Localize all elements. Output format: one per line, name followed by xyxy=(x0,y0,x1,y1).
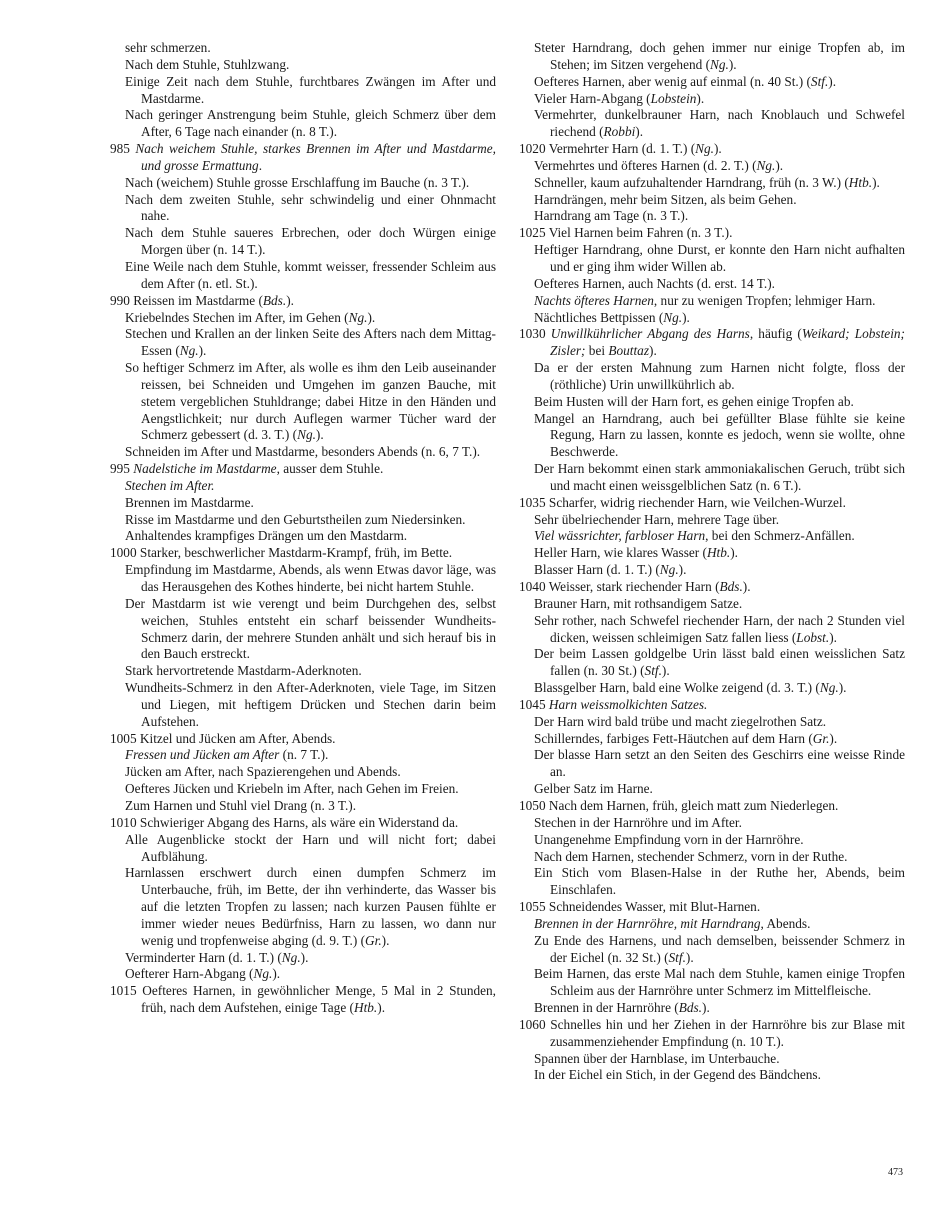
entry-number: 1040 xyxy=(519,579,549,594)
italic-text: Robbi xyxy=(603,124,636,140)
entry-text: Nach dem Stuhle saueres Erbrechen, oder doch Würgen einige Morgen über (n. 14 T.). xyxy=(125,225,496,258)
entry-text: ). xyxy=(702,1000,710,1016)
entry-text: Starker, beschwerlicher Mastdarm-Krampf, früh, im Bette. xyxy=(139,545,453,561)
symptom-entry xyxy=(519,1017,905,1051)
italic-text: Gr. xyxy=(812,730,830,746)
entry-text: Blasser Harn (d. 1. T.) ( xyxy=(534,562,660,578)
italic-text: Harn weissmolkichten Satzes. xyxy=(548,696,708,712)
symptom-entry xyxy=(519,798,905,815)
entry-text: (n. 7 T.). xyxy=(279,747,329,763)
entry-text: ). xyxy=(198,343,207,359)
symptom-entry xyxy=(519,74,905,91)
entry-text: ). xyxy=(381,932,390,948)
symptom-entry xyxy=(519,646,905,680)
italic-text: Ng. xyxy=(297,427,316,443)
entry-text: ). xyxy=(696,90,705,106)
symptom-entry xyxy=(519,832,905,849)
entry-text: So heftiger Schmerz im After, als wolle es ihm den Leib auseinander reissen, bei Schneiden und Umgehen im ganzen Bauche, mit stetem vergeblichen Stuhldrange; dabei Hitze in den Händen und Aengstlichkeit; nur durch Auflegen warmer Tücher ward der Schmerz gebessert (d. 3. T.) ( xyxy=(125,360,496,443)
entry-text: Spannen über der Harnblase, im Unterbauche. xyxy=(534,1050,780,1066)
entry-text: Blassgelber Harn, bald eine Wolke zeigend (d. 3. T.) ( xyxy=(534,680,820,696)
symptom-entry xyxy=(110,444,496,461)
symptom-entry xyxy=(519,680,905,697)
symptom-entry xyxy=(519,158,905,175)
entry-text: Brennen in der Harnröhre ( xyxy=(534,1000,679,1016)
italic-text: Nach weichem Stuhle, starkes Brennen im After und Mastdarme, und grosse Ermattung xyxy=(135,141,496,173)
italic-text: Ng. xyxy=(659,562,679,578)
symptom-entry xyxy=(110,293,496,310)
symptom-entry xyxy=(110,528,496,545)
entry-text: Nach dem zweiten Stuhle, sehr schwindelig und einer Ohnmacht nahe. xyxy=(125,191,496,224)
entry-text: Sehr rother, nach Schwefel riechender Harn, der nach 2 Stunden viel dicken, weissen schleimigen Satz fallen liess ( xyxy=(534,612,905,645)
entry-text: ). xyxy=(828,73,837,89)
entry-text: Schneidendes Wasser, mit Blut-Harnen. xyxy=(548,899,761,915)
entry-text: Oefterer Harn-Abgang ( xyxy=(125,966,254,982)
italic-text: Bds. xyxy=(678,1000,703,1016)
italic-text: Ng. xyxy=(710,56,729,72)
symptom-entry xyxy=(110,310,496,327)
entry-text: Vermehrter, dunkelbrauner Harn, nach Knoblauch und Schwefel riechend ( xyxy=(534,107,905,140)
symptom-entry xyxy=(110,596,496,663)
entry-text: Stark hervortretende Mastdarm-Aderknoten. xyxy=(125,663,362,679)
entry-text: Nächtliches Bettpissen ( xyxy=(534,309,664,325)
entry-text: ). xyxy=(714,141,722,157)
symptom-entry xyxy=(519,91,905,108)
entry-number: 985 xyxy=(110,141,136,157)
entry-text: sehr schmerzen. xyxy=(125,40,211,55)
symptom-entry xyxy=(110,57,496,74)
entry-text: ). xyxy=(728,56,737,72)
entry-text: Schnelles hin und her Ziehen in der Harnröhre bis zur Blase mit zusammenziehender Empfindung (n. 10 T.). xyxy=(550,1016,905,1049)
entry-text: , häufig ( xyxy=(749,326,802,342)
symptom-entry xyxy=(519,141,905,158)
entry-number: 1025 xyxy=(519,225,549,241)
symptom-entry xyxy=(110,360,496,444)
symptom-entry xyxy=(519,916,905,933)
symptom-entry xyxy=(110,40,496,57)
italic-text: Htb. xyxy=(848,174,873,190)
entry-text: Zum Harnen und Stuhl viel Drang (n. 3 T.). xyxy=(125,797,357,813)
symptom-entry xyxy=(519,1051,905,1068)
entry-text: ). xyxy=(649,343,657,359)
entry-text: Schneiden im After und Mastdarme, besonders Abends (n. 6, 7 T.). xyxy=(125,444,481,460)
entry-text: ). xyxy=(286,292,294,308)
symptom-entry xyxy=(519,966,905,1000)
entry-text: Zu Ende des Harnens, und nach demselben, beissender Schmerz in der Eichel (n. 32 St.) ( xyxy=(534,932,905,965)
italic-text: Ng. xyxy=(348,309,368,325)
entry-text: Beim Harnen, das erste Mal nach dem Stuhle, kamen einige Tropfen Schleim aus der Harnröhre unter Schmerz im Mittelfleische. xyxy=(534,966,905,999)
symptom-entry xyxy=(519,613,905,647)
entry-text: Nach dem Harnen, früh, gleich matt zum Niederlegen. xyxy=(548,797,839,813)
symptom-entry xyxy=(519,40,905,74)
symptom-entry xyxy=(110,950,496,967)
symptom-entry xyxy=(519,512,905,529)
symptom-entry xyxy=(110,107,496,141)
italic-text: Ng. xyxy=(663,309,683,325)
entry-text: Vermehrter Harn (d. 1. T.) ( xyxy=(548,141,696,157)
entry-number: 1000 xyxy=(110,545,140,561)
symptom-entry xyxy=(519,326,905,360)
entry-text: Oefteres Harnen, in gewöhnlicher Menge, 5 Mal in 2 Stunden, früh, nach dem Aufstehen, einige Tage ( xyxy=(141,983,496,1016)
entry-number: 1035 xyxy=(519,494,549,510)
symptom-entry xyxy=(519,208,905,225)
left-column xyxy=(110,40,496,1017)
symptom-entry xyxy=(110,478,496,495)
entry-text: Unangenehme Empfindung vorn in der Harnröhre. xyxy=(534,831,804,847)
symptom-entry xyxy=(110,663,496,680)
entry-text: Jücken am After, nach Spazierengehen und Abends. xyxy=(125,764,401,780)
entry-number: 1015 xyxy=(110,983,143,999)
symptom-entry xyxy=(519,242,905,276)
symptom-entry xyxy=(519,461,905,495)
entry-text: Steter Harndrang, doch gehen immer nur einige Tropfen ab, im Stehen; im Sitzen vergehend ( xyxy=(534,40,905,72)
entry-text: Weisser, stark riechender Harn ( xyxy=(548,579,720,594)
entry-text: Einige Zeit nach dem Stuhle, furchtbares Zwängen im After und Mastdarme. xyxy=(125,73,496,106)
entry-number: 1050 xyxy=(519,797,549,813)
symptom-entry xyxy=(110,326,496,360)
symptom-entry xyxy=(519,528,905,545)
entry-text: Risse im Mastdarme und den Geburtstheilen zum Niedersinken. xyxy=(125,511,466,527)
entry-text: Eine Weile nach dem Stuhle, kommt weisser, fressender Schleim aus dem After (n. etl. St.). xyxy=(125,258,496,291)
symptom-entry xyxy=(110,764,496,781)
entry-text: ). xyxy=(300,949,309,965)
entry-text: ). xyxy=(682,309,690,325)
entry-text: bei xyxy=(585,343,609,359)
symptom-entry xyxy=(110,815,496,832)
symptom-entry xyxy=(110,175,496,192)
symptom-entry xyxy=(519,1067,905,1084)
symptom-entry xyxy=(110,781,496,798)
symptom-entry xyxy=(110,512,496,529)
symptom-entry xyxy=(519,849,905,866)
italic-text: Ng. xyxy=(179,343,199,359)
symptom-entry xyxy=(519,815,905,832)
symptom-entry xyxy=(519,781,905,798)
italic-text: Lobstein xyxy=(650,90,697,106)
symptom-entry xyxy=(110,74,496,108)
entry-text: ). xyxy=(829,629,837,645)
entry-number: 1060 xyxy=(519,1016,551,1032)
symptom-entry xyxy=(110,798,496,815)
italic-text: Ng. xyxy=(819,680,839,696)
entry-text: Schneller, kaum aufzuhaltender Harndrang, früh (n. 3 W.) ( xyxy=(534,174,849,190)
symptom-entry xyxy=(110,747,496,764)
italic-text: Fressen und Jücken am After xyxy=(125,747,280,763)
entry-text: Der Mastdarm ist wie verengt und beim Durchgehen des, selbst weichen, Stuhles entsteht ein scharf beissender Wundheits-Schmerz darin, der mehrere Stunden anhält und sich herauf bis in den Bauch erstreckt. xyxy=(125,595,496,662)
entry-text: Gelber Satz im Harne. xyxy=(534,781,653,797)
italic-text: Ng. xyxy=(253,966,273,982)
symptom-entry xyxy=(110,461,496,478)
entry-text: Harndrängen, mehr beim Sitzen, als beim Gehen. xyxy=(534,191,797,207)
symptom-entry xyxy=(110,865,496,949)
entry-text: Viel Harnen beim Fahren (n. 3 T.). xyxy=(548,225,733,241)
entry-text: Ein Stich vom Blasen-Halse in der Ruthe her, Abends, beim Einschlafen. xyxy=(534,865,905,898)
symptom-entry xyxy=(110,192,496,226)
entry-text: In der Eichel ein Stich, in der Gegend des Bändchens. xyxy=(534,1067,821,1083)
symptom-entry xyxy=(110,259,496,293)
entry-text: Der Harn bekommt einen stark ammoniakalischen Geruch, trübt sich und macht einen weissgelblichen Satz (n. 6 T.). xyxy=(534,461,905,493)
italic-text: Gr. xyxy=(365,932,382,948)
entry-text: Schwieriger Abgang des Harns, als wäre ein Widerstand da. xyxy=(139,814,459,830)
entry-text: Kitzel und Jücken am After, Abends. xyxy=(139,730,336,746)
symptom-entry xyxy=(519,933,905,967)
entry-text: Der beim Lassen goldgelbe Urin lässt bald einen weisslichen Satz fallen (n. 30 St.) ( xyxy=(534,646,905,679)
entry-text: Brennen im Mastdarme. xyxy=(125,494,254,510)
italic-text: Bds. xyxy=(719,579,743,594)
symptom-entry xyxy=(110,225,496,259)
italic-text: Stf. xyxy=(644,663,662,679)
symptom-entry xyxy=(110,680,496,731)
symptom-entry xyxy=(519,596,905,613)
entry-text: Heller Harn, wie klares Wasser ( xyxy=(534,545,707,561)
entry-text: ). xyxy=(742,579,751,594)
symptom-entry xyxy=(519,1000,905,1017)
symptom-entry xyxy=(519,107,905,141)
italic-text: Stf. xyxy=(668,949,686,965)
entry-text: Der Harn wird bald trübe und macht ziegelrothen Satz. xyxy=(534,713,827,729)
entry-text: Vermehrtes und öfteres Harnen (d. 2. T.) ( xyxy=(534,157,757,173)
symptom-entry xyxy=(110,495,496,512)
italic-text: Nadelstiche im Mastdarme xyxy=(133,461,277,477)
symptom-entry xyxy=(519,192,905,209)
entry-text: Oefteres Harnen, auch Nachts (d. erst. 14 T.). xyxy=(534,275,775,291)
page-number: 473 xyxy=(888,1167,903,1178)
entry-text: Schillerndes, farbiges Fett-Häutchen auf dem Harn ( xyxy=(534,730,813,746)
italic-text: Stechen im After. xyxy=(125,477,215,493)
entry-text: Scharfer, widrig riechender Harn, wie Veilchen-Wurzel. xyxy=(548,494,846,510)
entry-text: ). xyxy=(872,174,880,190)
italic-text: Htb. xyxy=(706,545,731,561)
entry-text: ). xyxy=(315,427,324,443)
italic-text: Ng. xyxy=(756,157,776,173)
entry-text: ). xyxy=(377,1000,386,1016)
entry-text: Empfindung im Mastdarme, Abends, als wenn Etwas davor läge, was das Herausgehen des Kothes hinderte, bei nicht hartem Stuhle. xyxy=(125,562,496,594)
symptom-entry xyxy=(519,545,905,562)
entry-number: 990 xyxy=(110,292,134,308)
entry-text: , nur zu wenigen Tropfen; lehmiger Harn. xyxy=(653,292,876,308)
italic-text: Htb. xyxy=(353,1000,378,1016)
entry-text: ). xyxy=(661,663,670,679)
entry-text: Nach dem Harnen, stechender Schmerz, vorn in der Ruthe. xyxy=(534,848,848,864)
symptom-entry xyxy=(519,276,905,293)
symptom-entry xyxy=(519,579,905,596)
italic-text: Bouttaz xyxy=(608,343,650,359)
italic-text: Weikard; Lobstein; Zisler; xyxy=(550,326,905,359)
entry-text: ). xyxy=(635,124,644,140)
italic-text: Lobst. xyxy=(796,629,830,645)
entry-text: ). xyxy=(829,730,838,746)
entry-text: Da er der ersten Mahnung zum Harnen nicht folgte, floss der (röthliche) Urin unwillkührlich ab. xyxy=(534,360,905,392)
entry-text: ). xyxy=(685,949,694,965)
symptom-entry xyxy=(110,832,496,866)
entry-text: Stechen und Krallen an der linken Seite des Afters nach dem Mittag-Essen ( xyxy=(125,326,496,359)
entry-text: Oefteres Jücken und Kriebeln im After, nach Gehen im Freien. xyxy=(125,781,459,797)
entry-text: Nach geringer Anstrengung beim Stuhle, gleich Schmerz über dem After, 6 Tage nach einander (n. 8 T.). xyxy=(125,107,496,140)
entry-text: ). xyxy=(272,966,281,982)
entry-text: ). xyxy=(678,562,687,578)
entry-number: 1030 xyxy=(519,326,551,342)
entry-number: 1055 xyxy=(519,899,549,915)
entry-text: Heftiger Harndrang, ohne Durst, er konnte den Harn nicht aufhalten und er ging ihm wider Willen ab. xyxy=(534,242,905,274)
entry-text: Alle Augenblicke stockt der Harn und will nicht fort; dabei Aufblähung. xyxy=(125,831,496,864)
entry-text: ). xyxy=(367,309,376,325)
entry-text: Anhaltendes krampfiges Drängen um den Mastdarm. xyxy=(125,528,408,544)
symptom-entry xyxy=(519,310,905,327)
entry-number: 995 xyxy=(110,461,134,477)
symptom-entry xyxy=(110,545,496,562)
symptom-entry xyxy=(110,966,496,983)
entry-text: . xyxy=(258,157,263,173)
entry-text: , ausser dem Stuhle. xyxy=(276,461,384,477)
entry-text: Nach dem Stuhle, Stuhlzwang. xyxy=(125,56,290,72)
symptom-entry xyxy=(519,697,905,714)
entry-text: Harndrang am Tage (n. 3 T.). xyxy=(534,208,689,224)
entry-text: Verminderter Harn (d. 1. T.) ( xyxy=(125,949,282,965)
symptom-entry xyxy=(519,394,905,411)
italic-text: Ng. xyxy=(695,141,714,157)
entry-text: Mangel an Harndrang, auch bei gefüllter Blase fühlte sie keine Regung, Harn zu lassen, konnte es jedoch, wenn sie wollte, ohne Beschwerde. xyxy=(534,410,905,460)
symptom-entry xyxy=(519,562,905,579)
entry-number: 1020 xyxy=(519,141,549,157)
entry-number: 1045 xyxy=(519,696,549,712)
symptom-entry xyxy=(519,175,905,192)
entry-text: , bei den Schmerz-Anfällen. xyxy=(705,528,855,544)
symptom-entry xyxy=(519,714,905,731)
symptom-entry xyxy=(519,411,905,462)
italic-text: Unwillkührlicher Abgang des Harns xyxy=(550,326,750,342)
entry-text: Sehr übelriechender Harn, mehrere Tage über. xyxy=(534,511,780,527)
entry-text: , Abends. xyxy=(760,915,811,931)
entry-text: Reissen im Mastdarme ( xyxy=(133,292,263,308)
italic-text: Brennen in der Harnröhre, mit Harndrang xyxy=(534,915,761,931)
entry-text: Kriebelndes Stechen im After, im Gehen ( xyxy=(125,309,349,325)
entry-number: 1005 xyxy=(110,730,140,746)
symptom-entry xyxy=(519,293,905,310)
entry-text: Brauner Harn, mit rothsandigem Satze. xyxy=(534,595,743,611)
entry-text: Nach (weichem) Stuhle grosse Erschlaffung im Bauche (n. 3 T.). xyxy=(125,174,470,190)
entry-text: Der blasse Harn setzt an den Seiten des Geschirrs eine weisse Rinde an. xyxy=(534,747,905,780)
symptom-entry xyxy=(110,731,496,748)
symptom-entry xyxy=(519,495,905,512)
entry-text: Oefteres Harnen, aber wenig auf einmal (n. 40 St.) ( xyxy=(534,73,811,89)
symptom-entry xyxy=(519,731,905,748)
italic-text: Bds. xyxy=(262,292,287,308)
symptom-entry xyxy=(519,899,905,916)
symptom-entry xyxy=(519,865,905,899)
entry-text: Stechen in der Harnröhre und im After. xyxy=(534,814,742,830)
entry-number: 1010 xyxy=(110,814,140,830)
symptom-entry xyxy=(110,983,496,1017)
entry-text: ). xyxy=(838,680,847,696)
symptom-entry xyxy=(519,360,905,394)
italic-text: Ng. xyxy=(281,949,301,965)
italic-text: Nachts öfteres Harnen xyxy=(534,292,654,308)
entry-text: Vieler Harn-Abgang ( xyxy=(534,90,651,106)
italic-text: Viel wässrichter, farbloser Harn xyxy=(534,528,706,544)
symptom-entry xyxy=(519,225,905,242)
entry-text: ). xyxy=(775,157,784,173)
symptom-entry xyxy=(110,141,496,175)
italic-text: Stf. xyxy=(810,73,829,89)
entry-text: Beim Husten will der Harn fort, es gehen einige Tropfen ab. xyxy=(534,393,854,409)
symptom-entry xyxy=(519,747,905,781)
entry-text: Wundheits-Schmerz in den After-Aderknoten, viele Tage, im Sitzen und Liegen, mit heftigem Drücken und Stechen darin beim Aufstehen. xyxy=(125,680,496,729)
symptom-entry xyxy=(110,562,496,596)
entry-text: Harnlassen erschwert durch einen dumpfen Schmerz im Unterbauche, früh, im Bette, der ihn verhinderte, das Wasser bis auf die letzten Tropfen zu lassen; nach kurzen Pausen fühlte er immer wieder neues Bedürfniss, Harn zu lassen, wo dann nur wenig und tropfenweise abging (d. 9. T.) ( xyxy=(125,865,496,948)
entry-text: ). xyxy=(730,545,738,561)
right-column xyxy=(519,40,905,1084)
